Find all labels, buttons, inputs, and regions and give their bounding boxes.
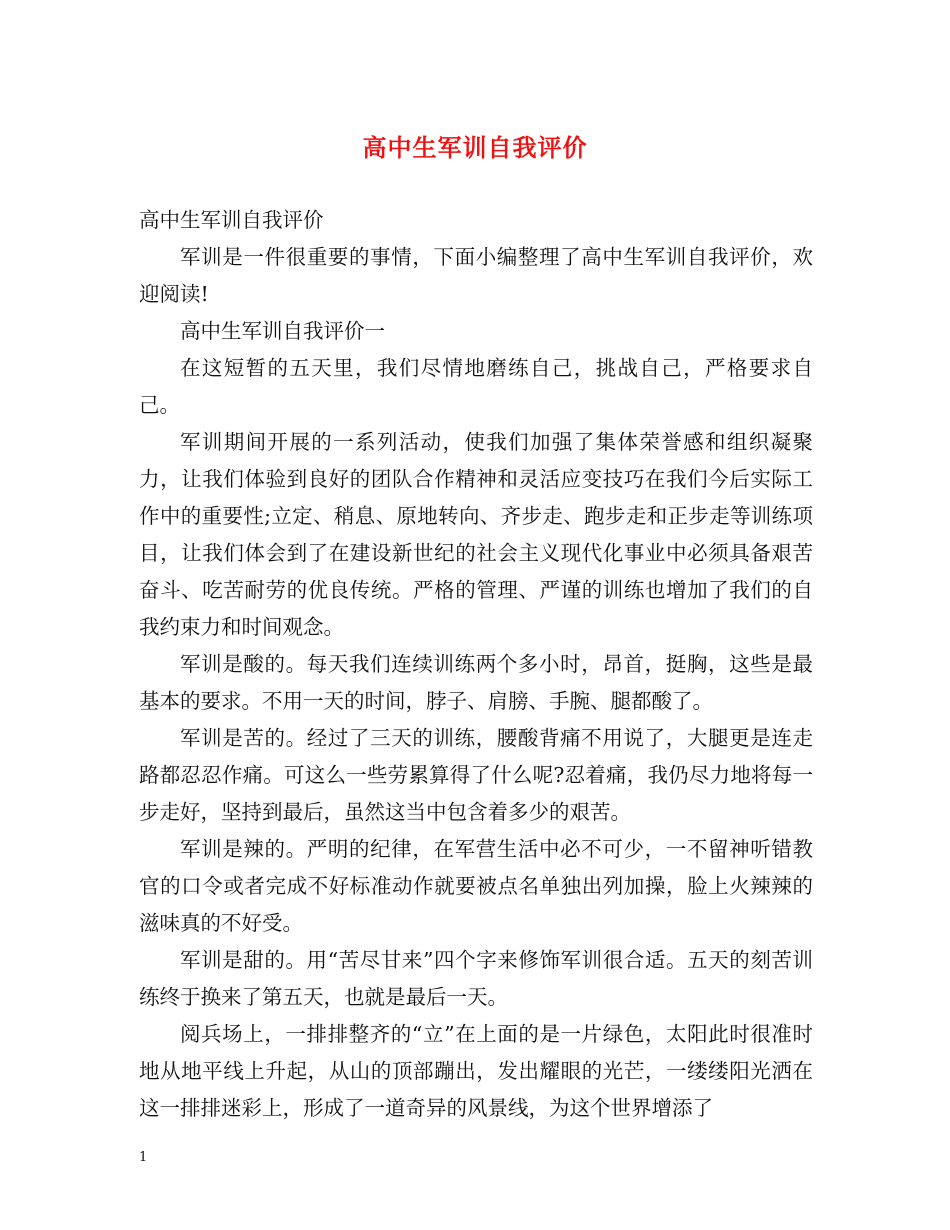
body-paragraph: 军训是甜的。用“苦尽甘来”四个字来修饰军训很合适。五天的刻苦训练终于换来了第五天，也就是最后一天。 <box>139 948 813 1009</box>
document-body <box>139 202 813 1127</box>
document-title: 高中生军训自我评价 <box>362 133 588 162</box>
intro-paragraph: 军训是一件很重要的事情，下面小编整理了高中生军训自我评价，欢迎阅读! <box>139 245 813 306</box>
body-paragraph: 军训是苦的。经过了三天的训练，腰酸背痛不用说了，大腿更是连走路都忍忍作痛。可这么一些劳累算得了什么呢?忍着痛，我仍尽力地将每一步走好，坚持到最后，虽然这当中包含着多少的艰苦。 <box>139 726 813 824</box>
body-paragraph: 在这短暂的五天里，我们尽情地磨练自己，挑战自己，严格要求自己。 <box>139 356 813 417</box>
body-heading: 高中生军训自我评价 <box>139 208 324 232</box>
page-number: 1 <box>139 1150 148 1165</box>
section-heading: 高中生军训自我评价一 <box>180 319 385 343</box>
body-paragraph: 阅兵场上，一排排整齐的“立”在上面的是一片绿色，太阳此时很准时地从地平线上升起，从山的顶部蹦出，发出耀眼的光芒，一缕缕阳光洒在这一排排迷彩上，形成了一道奇异的风景线，为这个世界增添了 <box>139 1022 813 1120</box>
body-paragraph: 军训期间开展的一系列活动，使我们加强了集体荣誉感和组织凝聚力，让我们体验到良好的团队合作精神和灵活应变技巧在我们今后实际工作中的重要性;立定、稍息、原地转向、齐步走、跑步走和正步走等训练项目，让我们体会到了在建设新世纪的社会主义现代化事业中必须具备艰苦奋斗、吃苦耐劳的优良传统。严格的管理、严谨的训练也增加了我们的自我约束力和时间观念。 <box>139 430 813 639</box>
body-paragraph: 军训是辣的。严明的纪律，在军营生活中必不可少，一不留神听错教官的口令或者完成不好标准动作就要被点名单独出列加操，脸上火辣辣的滋味真的不好受。 <box>139 837 813 935</box>
body-paragraph: 军训是酸的。每天我们连续训练两个多小时，昂首，挺胸，这些是最基本的要求。不用一天的时间，脖子、肩膀、手腕、腿都酸了。 <box>139 652 813 713</box>
